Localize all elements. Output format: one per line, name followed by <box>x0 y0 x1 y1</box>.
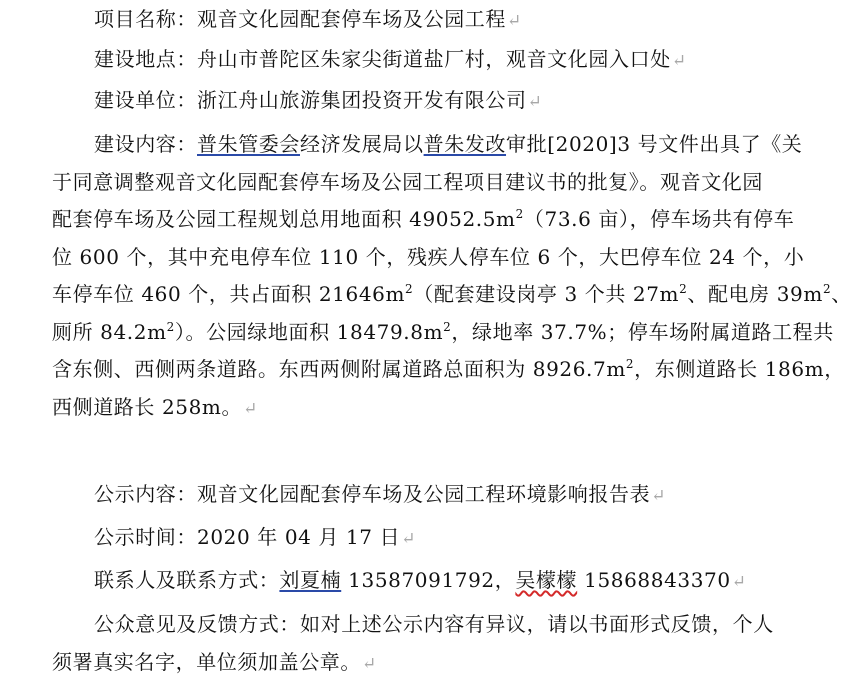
builder-value: 浙江舟山旅游集团投资开发有限公司 <box>197 88 527 112</box>
builder-paragraph <box>52 82 806 120</box>
content-line-4: 位 600 个，其中充电停车位 110 个，残疾人停车位 6 个，大巴停车位 24 个，小 <box>52 244 805 269</box>
feedback-label: 公众意见及反馈方式： <box>94 612 300 636</box>
paragraph-mark-icon: ↵ <box>527 92 543 112</box>
feedback-text-2: 须署真实名字，单位须加盖公章。 <box>52 649 361 674</box>
contact-phone-1: 13587091792， <box>341 568 516 592</box>
superscript: 2 <box>625 357 635 371</box>
notice-time-value: 2020 年 04 月 17 日 <box>197 525 401 549</box>
notice-time-paragraph <box>52 519 806 557</box>
superscript: 2 <box>166 319 175 334</box>
superscript: 2 <box>679 282 688 296</box>
content-text: 西侧道路长 258m。 <box>52 394 243 419</box>
notice-content-paragraph <box>52 476 806 514</box>
project-name-label: 项目名称： <box>94 7 197 31</box>
content-text: 、 <box>831 282 852 306</box>
project-name-paragraph <box>52 1 806 39</box>
builder-label: 建设单位： <box>94 88 197 112</box>
project-name-value: 观音文化园配套停车场及公园工程 <box>197 7 506 31</box>
content-text: ，东侧道路长 186m， <box>634 357 845 381</box>
content-line-2: 于同意调整观音文化园配套停车场及公园工程项目建议书的批复》。观音文化园 <box>52 169 763 194</box>
contact-name-1: 刘夏楠 <box>279 568 342 592</box>
content-text: 、配电房 39m <box>687 282 823 306</box>
superscript: 2 <box>405 282 414 296</box>
content-text: 配套停车场及公园工程规划总用地面积 49052.5m <box>52 207 516 231</box>
superscript: 2 <box>822 282 832 296</box>
feedback-paragraph <box>52 606 806 681</box>
doc-ref-link: 普朱发改 <box>423 132 507 156</box>
location-label: 建设地点： <box>94 47 197 71</box>
location-value: 舟山市普陀区朱家尖街道盐厂村，观音文化园入口处 <box>197 47 671 71</box>
content-text: ）。公园绿地面积 18479.8m <box>174 319 444 344</box>
content-text: 含东侧、西侧两条道路。东西两侧附属道路总面积为 8926.7m <box>52 357 626 381</box>
paragraph-mark-icon: ↵ <box>507 11 522 31</box>
paragraph-mark-icon: ↵ <box>362 653 377 674</box>
notice-content-value: 观音文化园配套停车场及公园工程环境影响报告表 <box>197 482 651 506</box>
org-name-link: 普朱管委会 <box>197 132 300 156</box>
content-text: （73.6 亩），停车场共有停车 <box>523 207 795 231</box>
content-text: ，绿地率 37.7%；停车场附属道路工程共 <box>451 319 834 344</box>
content-text: 车停车位 460 个，共占面积 21646m <box>52 282 406 306</box>
superscript: 2 <box>515 207 524 221</box>
content-paragraph <box>52 126 852 426</box>
content-text: 经济发展局以 <box>300 132 424 156</box>
superscript: 2 <box>443 319 452 334</box>
paragraph-mark-icon: ↵ <box>243 398 258 419</box>
content-text: 厕所 84.2m <box>52 319 167 344</box>
content-text: 审批[2020]3 号文件出具了《关 <box>506 132 803 156</box>
notice-time-label: 公示时间： <box>94 525 197 549</box>
contact-name-2: 吴檬檬 <box>515 568 578 592</box>
paragraph-mark-icon: ↵ <box>401 529 417 549</box>
location-paragraph <box>52 41 806 79</box>
contact-paragraph <box>52 562 806 600</box>
content-label: 建设内容： <box>94 132 197 156</box>
contact-phone-2: 15868843370 <box>577 568 731 592</box>
paragraph-mark-icon: ↵ <box>731 572 747 592</box>
notice-content-label: 公示内容： <box>94 482 197 506</box>
content-text: （配套建设岗亭 3 个共 27m <box>413 282 680 306</box>
feedback-text-1: 如对上述公示内容有异议，请以书面形式反馈，个人 <box>300 612 774 636</box>
paragraph-mark-icon: ↵ <box>671 51 687 71</box>
paragraph-mark-icon: ↵ <box>651 486 667 506</box>
contact-label: 联系人及联系方式： <box>94 568 280 592</box>
